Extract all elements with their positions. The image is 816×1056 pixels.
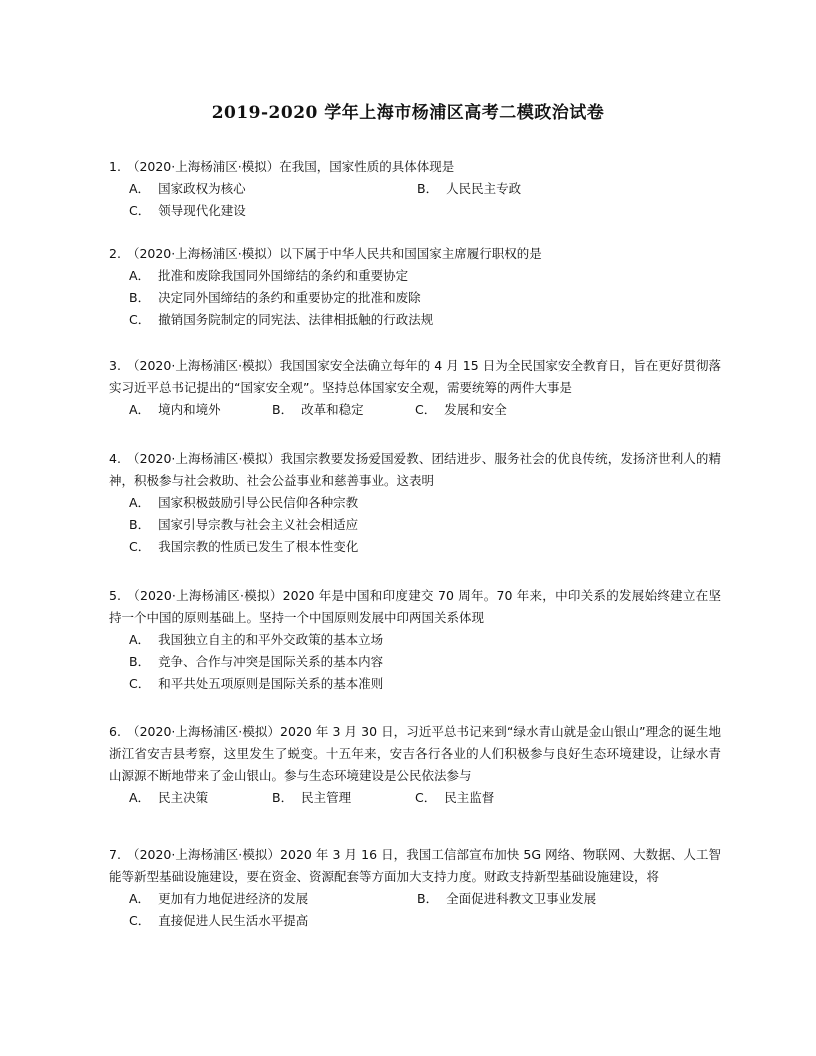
document-title: 2019-2020 学年上海市杨浦区高考二模政治试卷	[211, 103, 605, 123]
option-row	[129, 178, 721, 200]
question-stem	[109, 844, 721, 888]
option-row	[129, 673, 721, 695]
option-a: A． 批准和废除我国同外国缔结的条约和重要协定	[129, 268, 409, 283]
question-7	[109, 844, 721, 932]
option-row	[129, 200, 721, 222]
option-c: C． 直接促进人民生活水平提高	[129, 913, 309, 928]
question-text: （2020·上海杨浦区·模拟）以下属于中华人民共和国国家主席履行职权的是	[126, 246, 542, 261]
option-row	[129, 888, 721, 910]
option-row	[129, 309, 721, 331]
question-number: 1.	[109, 159, 121, 174]
question-6	[109, 721, 721, 809]
question-number: 6.	[109, 724, 121, 739]
question-number: 7.	[109, 847, 121, 862]
option-row	[129, 536, 721, 558]
question-stem	[109, 156, 721, 178]
option-c: C． 发展和安全	[415, 402, 507, 417]
option-a: A． 国家积极鼓励引导公民信仰各种宗教	[129, 495, 359, 510]
option-c: C． 民主监督	[415, 790, 495, 805]
question-text: （2020·上海杨浦区·模拟）我国国家安全法确立每年的 4 月 15 日为全民国家安全教育日，旨在更好贯彻落实习近平总书记提出的“国家安全观”。坚持总体国家安全观，需要统筹的两件大事是	[109, 358, 721, 395]
question-number: 2.	[109, 246, 121, 261]
option-a: A． 境内和境外	[129, 402, 221, 417]
question-number: 5.	[109, 588, 121, 603]
option-row	[129, 287, 721, 309]
option-c: C． 撤销国务院制定的同宪法、法律相抵触的行政法规	[129, 312, 434, 327]
question-4	[109, 448, 721, 558]
question-stem	[109, 721, 721, 787]
option-c: C． 我国宗教的性质已发生了根本性变化	[129, 539, 359, 554]
option-c: C． 领导现代化建设	[129, 203, 246, 218]
option-a: A． 更加有力地促进经济的发展	[129, 891, 309, 906]
question-text: （2020·上海杨浦区·模拟）2020 年是中国和印度建交 70 周年。70 年来，中印关系的发展始终建立在坚持一个中国的原则基础上。坚持一个中国原则发展中印两国关系体现	[109, 588, 721, 625]
options	[109, 888, 721, 932]
options	[109, 787, 721, 809]
options	[109, 629, 721, 695]
question-text: （2020·上海杨浦区·模拟）我国宗教要发扬爱国爱教、团结进步、服务社会的优良传统，发扬济世利人的精神，积极参与社会救助、社会公益事业和慈善事业。这表明	[109, 451, 721, 488]
option-b: B． 全面促进科教文卫事业发展	[417, 891, 597, 906]
option-row	[129, 265, 721, 287]
question-3	[109, 355, 721, 421]
question-2	[109, 243, 721, 331]
options	[109, 399, 721, 421]
option-row	[129, 514, 721, 536]
question-text: （2020·上海杨浦区·模拟）在我国，国家性质的具体体现是	[126, 159, 455, 174]
option-b: B． 民主管理	[272, 790, 352, 805]
question-number: 4.	[109, 451, 121, 466]
question-text: （2020·上海杨浦区·模拟）2020 年 3 月 30 日，习近平总书记来到“绿水青山就是金山银山”理念的诞生地浙江省安吉县考察，这里发生了蜕变。十五年来，安吉各行各业的人们积极参与良好生态环境建设，让绿水青山源源不断地带来了金山银山。参与生态环境建设是公民依法参与	[109, 724, 721, 783]
question-number: 3.	[109, 358, 121, 373]
option-b: B． 人民民主专政	[417, 181, 522, 196]
options	[109, 492, 721, 558]
option-a: A． 我国独立自主的和平外交政策的基本立场	[129, 632, 384, 647]
option-b: B． 改革和稳定	[272, 402, 364, 417]
option-a: A． 民主决策	[129, 790, 209, 805]
option-row	[129, 787, 721, 809]
options	[109, 265, 721, 331]
option-row	[129, 910, 721, 932]
option-row	[129, 629, 721, 651]
question-text: （2020·上海杨浦区·模拟）2020 年 3 月 16 日，我国工信部宣布加快 5G 网络、物联网、大数据、人工智能等新型基础设施建设，要在资金、资源配套等方面加大支持力度。财政支持新型基础设施建设，将	[109, 847, 721, 884]
option-row	[129, 399, 721, 421]
question-stem	[109, 355, 721, 399]
option-row	[129, 651, 721, 673]
option-b: B． 国家引导宗教与社会主义社会相适应	[129, 517, 359, 532]
option-c: C． 和平共处五项原则是国际关系的基本准则	[129, 676, 384, 691]
question-1	[109, 156, 721, 222]
options	[109, 178, 721, 222]
option-b: B． 决定同外国缔结的条约和重要协定的批准和废除	[129, 290, 421, 305]
option-b: B． 竞争、合作与冲突是国际关系的基本内容	[129, 654, 384, 669]
question-stem	[109, 448, 721, 492]
option-row	[129, 492, 721, 514]
option-a: A． 国家政权为核心	[129, 181, 246, 196]
question-5	[109, 585, 721, 695]
question-stem	[109, 243, 721, 265]
question-stem	[109, 585, 721, 629]
